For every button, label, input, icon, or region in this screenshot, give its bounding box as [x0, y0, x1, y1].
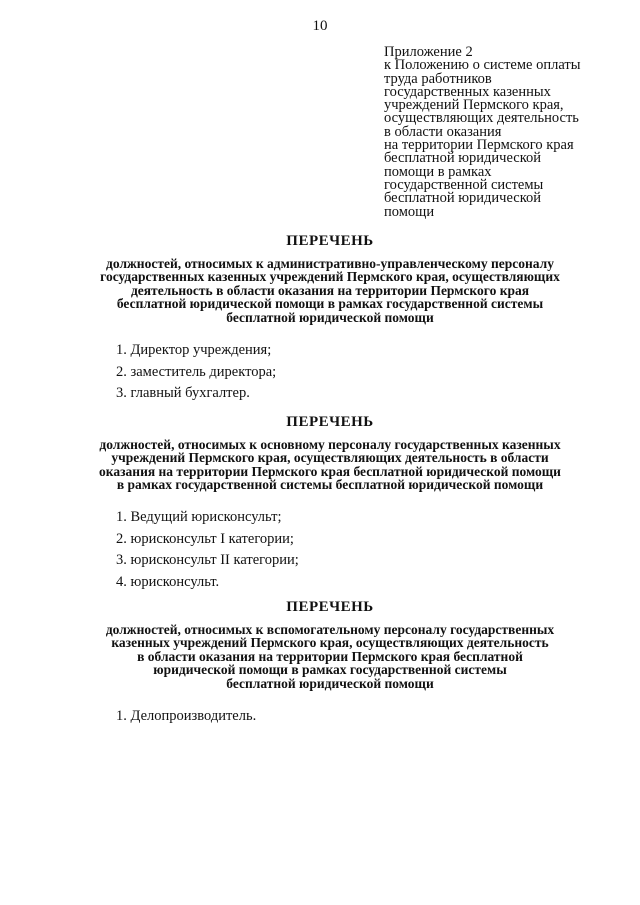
subtitle-line: в рамках государственной системы бесплатной юридической помощи [116, 477, 544, 493]
section-title: ПЕРЕЧЕНЬ [286, 414, 374, 430]
subtitle-line: учреждений Пермского края, осуществляющих деятельность в области [111, 450, 549, 466]
appendix-line: к Положению о системе оплаты [384, 57, 581, 74]
subtitle-line: бесплатной юридической помощи в рамках государственной системы [116, 296, 544, 312]
subtitle-line: государственных казенных учреждений Пермского края, осуществляющих [100, 269, 560, 285]
appendix-header [384, 46, 624, 219]
appendix-line: государственных казенных [384, 83, 551, 100]
position-list [116, 340, 596, 405]
list-item: 2. заместитель директора; [116, 363, 277, 380]
subtitle-line: должностей, относимых к основному персоналу государственных казенных [99, 437, 561, 452]
subtitle-line: деятельность в области оказания на территории Пермского края [130, 282, 530, 298]
list-item: 3. главный бухгалтер. [116, 385, 250, 401]
section-title: ПЕРЕЧЕНЬ [286, 233, 374, 249]
appendix-line: бесплатной юридической [384, 190, 542, 207]
section-administrative-staff [60, 232, 600, 324]
page-number: 10 [312, 18, 328, 34]
appendix-line: в области оказания [384, 123, 502, 140]
list-item: 1. Ведущий юрисконсульт; [116, 509, 282, 525]
section-core-staff [60, 413, 600, 492]
section-subtitle [60, 623, 600, 690]
list-item: 3. юрисконсульт II категории; [116, 552, 299, 568]
appendix-line: труда работников [384, 70, 492, 87]
appendix-line: помощи [384, 203, 435, 220]
appendix-line: бесплатной юридической [384, 150, 542, 167]
subtitle-line: бесплатной юридической помощи [226, 675, 434, 691]
position-list [116, 507, 596, 593]
subtitle-line: должностей, относимых к вспомогательному персоналу государственных [105, 622, 555, 637]
section-subtitle [60, 438, 600, 492]
position-list [116, 706, 596, 728]
list-item: 1. Директор учреждения; [116, 342, 272, 358]
appendix-line: помощи в рамках [384, 163, 492, 180]
subtitle-line: казенных учреждений Пермского края, осуществляющих деятельность [111, 635, 549, 651]
appendix-line: осуществляющих деятельность [384, 110, 579, 127]
appendix-line: государственной системы [384, 176, 544, 193]
appendix-line: учреждений Пермского края, [384, 97, 564, 114]
section-support-staff [60, 598, 600, 690]
appendix-line: на территории Пермского края [384, 137, 574, 154]
subtitle-line: оказания на территории Пермского края бесплатной юридической помощи [99, 463, 561, 479]
list-item: 4. юрисконсульт. [116, 573, 220, 590]
section-title: ПЕРЕЧЕНЬ [286, 599, 374, 615]
appendix-line: Приложение 2 [384, 44, 473, 60]
list-item: 2. юрисконсульт I категории; [116, 530, 294, 547]
list-item: 1. Делопроизводитель. [116, 708, 257, 724]
subtitle-line: бесплатной юридической помощи [226, 309, 434, 325]
subtitle-line: в области оказания на территории Пермского края бесплатной [137, 648, 523, 664]
subtitle-line: юридической помощи в рамках государственной системы [153, 662, 507, 678]
section-subtitle [60, 257, 600, 324]
subtitle-line: должностей, относимых к административно-управленческому персоналу [106, 256, 554, 271]
